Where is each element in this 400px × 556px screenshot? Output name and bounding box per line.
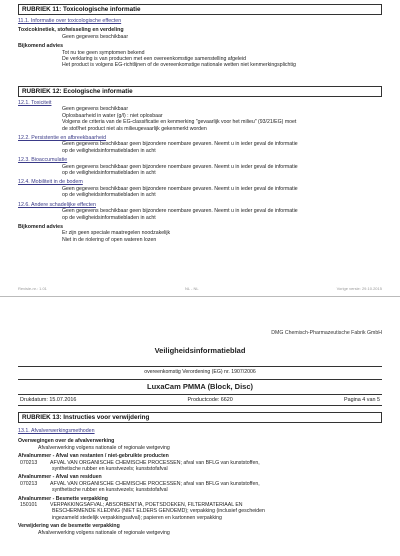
- text-line: ingezameld stedelijk verpakkingsafval); papieren en kartonnen verpakking: [52, 514, 222, 521]
- page-footer: [18, 286, 382, 292]
- text-line: synthetische rubber en kunstvezels; kunststofafval: [52, 466, 168, 473]
- text-line: synthetische rubber en kunstvezels; kunststofafval: [52, 487, 168, 494]
- text-line: Niet in de riolering of open wateren lozen: [62, 236, 157, 243]
- text-line: Geen gegevens beschikbaar: [62, 106, 129, 113]
- section-heading: RUBRIEK 11: Toxicologische informatie: [18, 4, 382, 15]
- waste-code: 070213: [20, 480, 38, 487]
- field-value: Afvalverwerking volgens nationale of regionale wetgeving: [38, 444, 170, 451]
- product-name: LuxaCam PMMA (Block, Disc): [18, 379, 382, 393]
- text-line: Oplosbaarheid in water (g/l) : niet oplosbaar: [62, 112, 163, 119]
- section-12: [18, 86, 382, 243]
- page-number: Pagina 4 van 5: [344, 397, 380, 403]
- subsection-title: 12.6. Andere schadelijke effecten: [18, 201, 96, 208]
- text-line: op de veiligheidsinformatiebladen in acht: [62, 214, 156, 221]
- subsection-title: 12.1. Toxiciteit: [18, 100, 52, 106]
- text-line: Geen gegevens beschikbaar geen bijzondere noembare gevaren. Neemt u in ieder geval de informatie: [62, 163, 298, 170]
- text-line: Volgens de criteria van de EG-classificatie en kenmerking "gevaarlijk voor het milieu" (93/21/EG) moet: [62, 119, 297, 126]
- text-line: Er zijn geen speciale maatregelen noodzakelijk: [62, 230, 171, 237]
- text-line: Het product is volgens EG-richtlijnen of de overeenkomstige nationale wetten niet kenmerkingsplichtig: [62, 62, 296, 69]
- waste-description: VERPAKKINGSAFVAL; ABSORBENTIA, POETSDOEKEN, FILTERMATERIAAL EN: [50, 502, 243, 509]
- waste-code: 150101: [20, 502, 38, 509]
- section-heading: RUBRIEK 12: Ecologische informatie: [18, 86, 382, 97]
- regulation-line: overeenkomstig Verordening (EG) nr. 1907/2006: [18, 366, 382, 375]
- text-line: Geen gegevens beschikbaar geen bijzondere noembare gevaren. Neemt u in ieder geval de informatie: [62, 208, 298, 215]
- print-date: Drukdatum: 15.07.2016: [20, 397, 77, 403]
- section-11: [18, 4, 382, 69]
- subsection-title: 11.1. Informatie over toxicologische effecten: [18, 18, 122, 24]
- text-line: De verklaring is van producten met een overeenkomstige samenstelling afgeleid: [62, 56, 246, 63]
- document-title: Veiligheidsinformatieblad: [154, 346, 246, 355]
- waste-description: AFVAL VAN ORGANISCHE CHEMISCHE PROCESSEN; afval van BFLG van kunststoffen,: [50, 459, 260, 466]
- subsection-title: 13.1. Afvalverwerkingsmethoden: [18, 428, 95, 434]
- product-code: Productcode: 6620: [187, 397, 233, 403]
- waste-description: AFVAL VAN ORGANISCHE CHEMISCHE PROCESSEN; afval van BFLG van kunststoffen,: [50, 480, 260, 487]
- footer-language: NL - NL: [184, 286, 199, 291]
- text-line: de stof/het product niet als milieugevaarlijk gekenmerkt worden: [62, 125, 207, 132]
- text-line: Geen gegevens beschikbaar geen bijzondere noembare gevaren. Neemt u in ieder geval de informatie: [62, 141, 298, 148]
- document-meta-bar: [18, 394, 382, 406]
- field-label: Toxicokinetiek, stofwisseling en verdeling: [18, 27, 124, 34]
- field-value: Geen gegevens beschikbaar: [62, 33, 129, 40]
- page-separator: [0, 296, 400, 310]
- field-label: Bijkomend advies: [18, 43, 64, 50]
- footer-revision: Revisie-nr.: 1.01: [18, 286, 47, 291]
- document-page-2: [0, 310, 400, 556]
- field-label: Afvalnummer - Afval van residuen: [18, 474, 102, 481]
- text-line: BESCHERMENDE KLEDING (NIET ELDERS GENOEMD); verpakking (inclusief gescheiden: [52, 508, 265, 515]
- field-value: Afvalverwerking volgens nationale of regionale wetgeving: [38, 529, 170, 536]
- subsection-title: 12.3. Bioaccumulatie: [18, 157, 68, 164]
- waste-code: 070213: [20, 459, 38, 466]
- field-label: Bijkomend advies: [18, 223, 64, 230]
- text-line: Geen gegevens beschikbaar geen bijzondere noembare gevaren. Neemt u in ieder geval de informatie: [62, 185, 298, 192]
- subsection-title: 12.4. Mobiliteit in de bodem: [18, 179, 83, 186]
- section-13: [18, 412, 382, 536]
- text-line: op de veiligheidsinformatiebladen in acht: [62, 192, 156, 199]
- subsection-title: 12.2. Persistentie en afbreekbaarheid: [18, 135, 107, 142]
- text-line: op de veiligheidsinformatiebladen in acht: [62, 170, 156, 177]
- footer-previous-version: Vorige versie: 29.10.2015: [336, 286, 382, 291]
- field-label: Afvalnummer - Afval van restanten / niet-gebruikte producten: [18, 453, 169, 460]
- company-name: DMG Chemisch-Pharmazeutische Fabrik GmbH: [271, 330, 382, 336]
- text-line: op de veiligheidsinformatiebladen in acht: [62, 147, 156, 154]
- field-label: Afvalnummer - Besmette verpakking: [18, 495, 108, 502]
- text-line: Tot nu toe geen symptomen bekend: [62, 49, 145, 56]
- field-label: Verwijdering van de besmette verpakking: [18, 523, 120, 530]
- field-label: Overwegingen over de afvalverwerking: [18, 438, 115, 445]
- section-heading: RUBRIEK 13: Instructies voor verwijdering: [18, 412, 382, 423]
